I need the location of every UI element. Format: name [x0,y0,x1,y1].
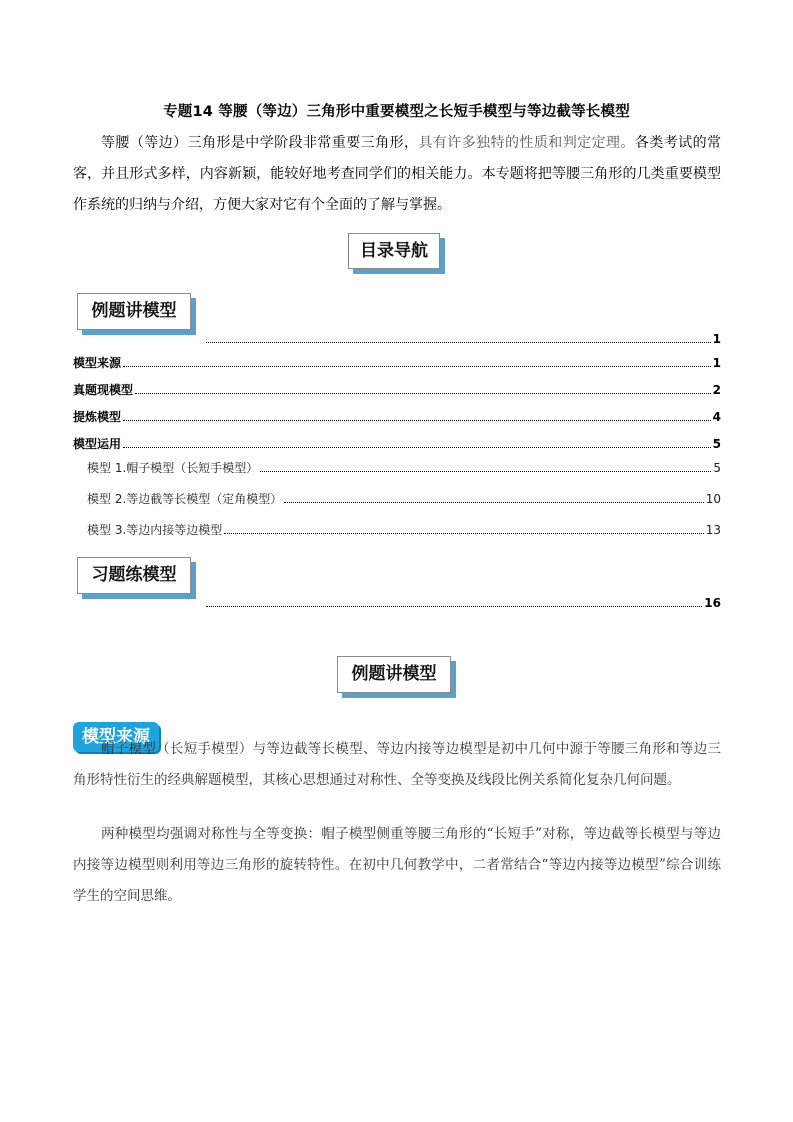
section-paragraph-2: 两种模型均强调对称性与全等变换：帽子模型侧重等腰三角形的“长短手”对称，等边截等长模型与等边内接等边模型则利用等边三角形的旋转特性。在初中几何教学中，二者常结合“等边内接等边模型”综合训练学生的空间思维。 [73,826,721,904]
toc-item-page: 2 [712,383,721,397]
toc-item-label: 提炼模型 [73,410,122,424]
toc-leader [224,533,703,534]
toc-subitem-model2[interactable] [87,491,721,507]
nav-heading: 目录导航 [348,233,440,269]
toc-item-real-exam[interactable] [73,382,721,398]
intro-part2: 具有许多独特的性质和判定定理。 [418,135,635,151]
toc-heading-exercises[interactable]: 习题练模型 [77,557,191,594]
document-title: 专题14 等腰（等边）三角形中重要模型之长短手模型与等边截等长模型 [163,104,630,120]
section-paragraph-1: 帽子模型（长短手模型）与等边截等长模型、等边内接等边模型是初中几何中源于等腰三角形和等边三角形特性衍生的经典解题模型，其核心思想通过对称性、全等变换及线段比例关系简化复杂几何问题。 [73,741,721,788]
toc-page: 16 [704,596,721,610]
toc-item-label: 模型运用 [73,437,122,451]
toc-subitem-model1[interactable] [87,460,721,476]
toc-item-apply[interactable] [73,436,721,452]
toc-subitem-page: 10 [705,492,721,506]
toc-leader [123,366,711,367]
toc-item-page: 5 [712,437,721,451]
toc-subitem-label: 模型 3.等边内接等边模型 [87,523,223,537]
toc-line-exercises[interactable] [204,595,721,611]
intro-part3: 各类考试的常客，并且形式多样，内容新颖，能较好地考查同学们的相关能力。本专题将把等腰三角形的几类重要模型作系统的归纳与介绍，方便大家对它有个全面的了解与掌握。 [73,135,722,213]
toc-subitem-label: 模型 1.帽子模型（长短手模型） [87,461,259,475]
toc-item-source[interactable] [73,355,721,371]
toc-leader [135,393,711,394]
intro-part1: 等腰（等边）三角形是中学阶段非常重要三角形， [101,135,419,151]
toc-leader [123,420,711,421]
toc-subitem-label: 模型 2.等边截等长模型（定角模型） [87,492,283,506]
toc-subitem-page: 13 [705,523,721,537]
toc-item-refine[interactable] [73,409,721,425]
toc-heading-examples[interactable]: 例题讲模型 [77,293,191,330]
toc-leader [206,606,702,607]
intro-paragraph [73,128,721,221]
toc-subitem-page: 5 [713,461,721,475]
toc-item-page: 1 [712,356,721,370]
toc-page: 1 [712,332,721,346]
toc-subitem-model3[interactable] [87,522,721,538]
toc-leader [260,471,711,472]
toc-item-label: 真题现模型 [73,383,134,397]
toc-line-examples[interactable] [204,331,721,347]
toc-leader [284,502,703,503]
toc-leader [206,342,711,343]
toc-item-page: 4 [712,410,721,424]
section-heading: 例题讲模型 [337,656,451,693]
toc-item-label: 模型来源 [73,356,122,370]
model-source-pill: 模型来源 [73,722,159,752]
toc-leader [123,447,711,448]
